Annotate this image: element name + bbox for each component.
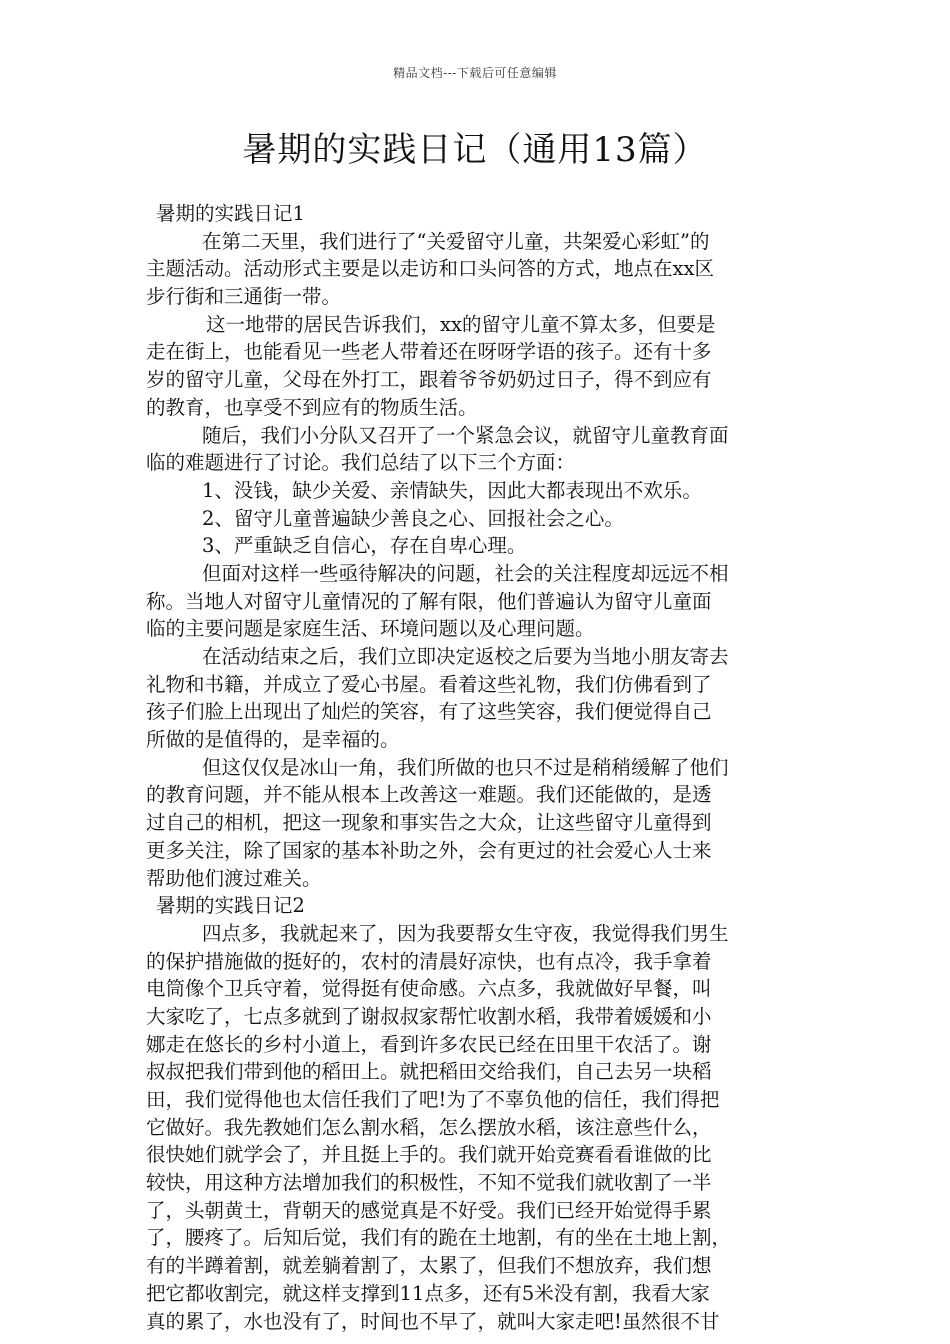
section-heading: 暑期的实践日记1 (156, 202, 305, 225)
paragraph-line: 步行街和三通街一带。 (146, 285, 342, 309)
paragraph-line: 但这仅仅是冰山一角，我们所做的也只不过是稍稍缓解了他们 (202, 755, 729, 779)
paragraph-line: 临的主要问题是家庭生活、环境问题以及心理问题。 (146, 617, 595, 641)
paragraph-line: 礼物和书籍，并成立了爱心书屋。看着这些礼物，我们仿佛看到了 (146, 672, 712, 696)
paragraph-line: 的教育问题，并不能从根本上改善这一难题。我们还能做的，是透 (146, 783, 712, 807)
paragraph-line: 称。当地人对留守儿童情况的了解有限，他们普遍认为留守儿童面 (146, 589, 712, 613)
paragraph-line: 2、留守儿童普遍缺少善良之心、回报社会之心。 (202, 506, 624, 530)
header-note: 精品文档---下载后可任意编辑 (393, 66, 557, 80)
paragraph-line: 有的半蹲着割，就差躺着割了，太累了，但我们不想放弃，我们想 (146, 1254, 712, 1278)
paragraph-line: 更多关注，除了国家的基本补助之外，会有更过的社会爱心人士来 (146, 838, 712, 862)
paragraph-line: 很快她们就学会了，并且挺上手的。我们就开始竞赛看看谁做的比 (146, 1143, 712, 1167)
paragraph-line: 帮助他们渡过难关。 (146, 866, 322, 890)
section-heading: 暑期的实践日记2 (156, 894, 305, 918)
document-body (146, 200, 810, 1335)
paragraph-line: 走在街上，也能看见一些老人带着还在呀呀学语的孩子。还有十多 (146, 340, 712, 364)
paragraph-line: 它做好。我先教她们怎么割水稻，怎么摆放水稻，该注意些什么， (146, 1115, 712, 1139)
paragraph-line: 了，头朝黄土，背朝天的感觉真是不好受。我们已经开始觉得手累 (146, 1198, 712, 1222)
paragraph-line: 叔叔把我们带到他的稻田上。就把稻田交给我们，自己去另一块稻 (146, 1060, 712, 1084)
paragraph-line: 1、没钱，缺少关爱、亲情缺失，因此大都表现出不欢乐。 (202, 478, 702, 502)
paragraph-line: 把它都收割完，就这样支撑到11点多，还有5米没有割，我看大家 (146, 1281, 710, 1305)
paragraph-line: 在活动结束之后，我们立即决定返校之后要为当地小朋友寄去 (202, 645, 729, 668)
paragraph-line: 这一地带的居民告诉我们，xx的留守儿童不算太多，但要是 (206, 312, 716, 336)
paragraph-line: 真的累了，水也没有了，时间也不早了，就叫大家走吧!虽然很不甘 (146, 1309, 720, 1333)
paragraph-line: 娜走在悠长的乡村小道上，看到许多农民已经在田里干农活了。谢 (146, 1032, 712, 1056)
paragraph-line: 岁的留守儿童，父母在外打工，跟着爷爷奶奶过日子，得不到应有 (146, 368, 712, 392)
paragraph-line: 大家吃了，七点多就到了谢叔叔家帮忙收割水稻，我带着媛媛和小 (146, 1004, 712, 1028)
document-title: 暑期的实践日记（通用13篇） (242, 130, 708, 170)
paragraph-line: 所做的是值得的，是幸福的。 (146, 728, 400, 752)
paragraph-line: 了，腰疼了。后知后觉，我们有的跪在土地割，有的坐在土地上割， (146, 1226, 732, 1250)
paragraph-line: 3、严重缺乏自信心，存在自卑心理。 (202, 534, 527, 558)
paragraph-line: 的保护措施做的挺好的，农村的清晨好凉快，也有点冷，我手拿着 (146, 949, 712, 973)
paragraph-line: 较快，用这种方法增加我们的积极性，不知不觉我们就收割了一半 (146, 1171, 712, 1195)
paragraph-line: 在第二天里，我们进行了“关爱留守儿童，共架爱心彩虹”的 (202, 229, 710, 253)
paragraph-line: 四点多，我就起来了，因为我要帮女生守夜，我觉得我们男生 (202, 921, 729, 945)
paragraph-line: 电筒像个卫兵守着，觉得挺有使命感。六点多，我就做好早餐，叫 (146, 977, 712, 1001)
paragraph-line: 主题活动。活动形式主要是以走访和口头问答的方式，地点在xx区 (146, 257, 714, 281)
paragraph-line: 临的难题进行了讨论。我们总结了以下三个方面： (146, 451, 576, 475)
paragraph-line: 但面对这样一些亟待解决的问题，社会的关注程度却远远不相 (202, 561, 729, 585)
paragraph-line: 过自己的相机，把这一现象和事实告之大众，让这些留守儿童得到 (146, 811, 712, 835)
paragraph-line: 孩子们脸上出现出了灿烂的笑容，有了这些笑容，我们便觉得自己 (146, 700, 712, 724)
paragraph-line: 田，我们觉得他也太信任我们了吧!为了不辜负他的信任，我们得把 (146, 1088, 720, 1111)
paragraph-line: 随后，我们小分队又召开了一个紧急会议，就留守儿童教育面 (202, 423, 729, 447)
paragraph-line: 的教育，也享受不到应有的物质生活。 (146, 395, 478, 419)
